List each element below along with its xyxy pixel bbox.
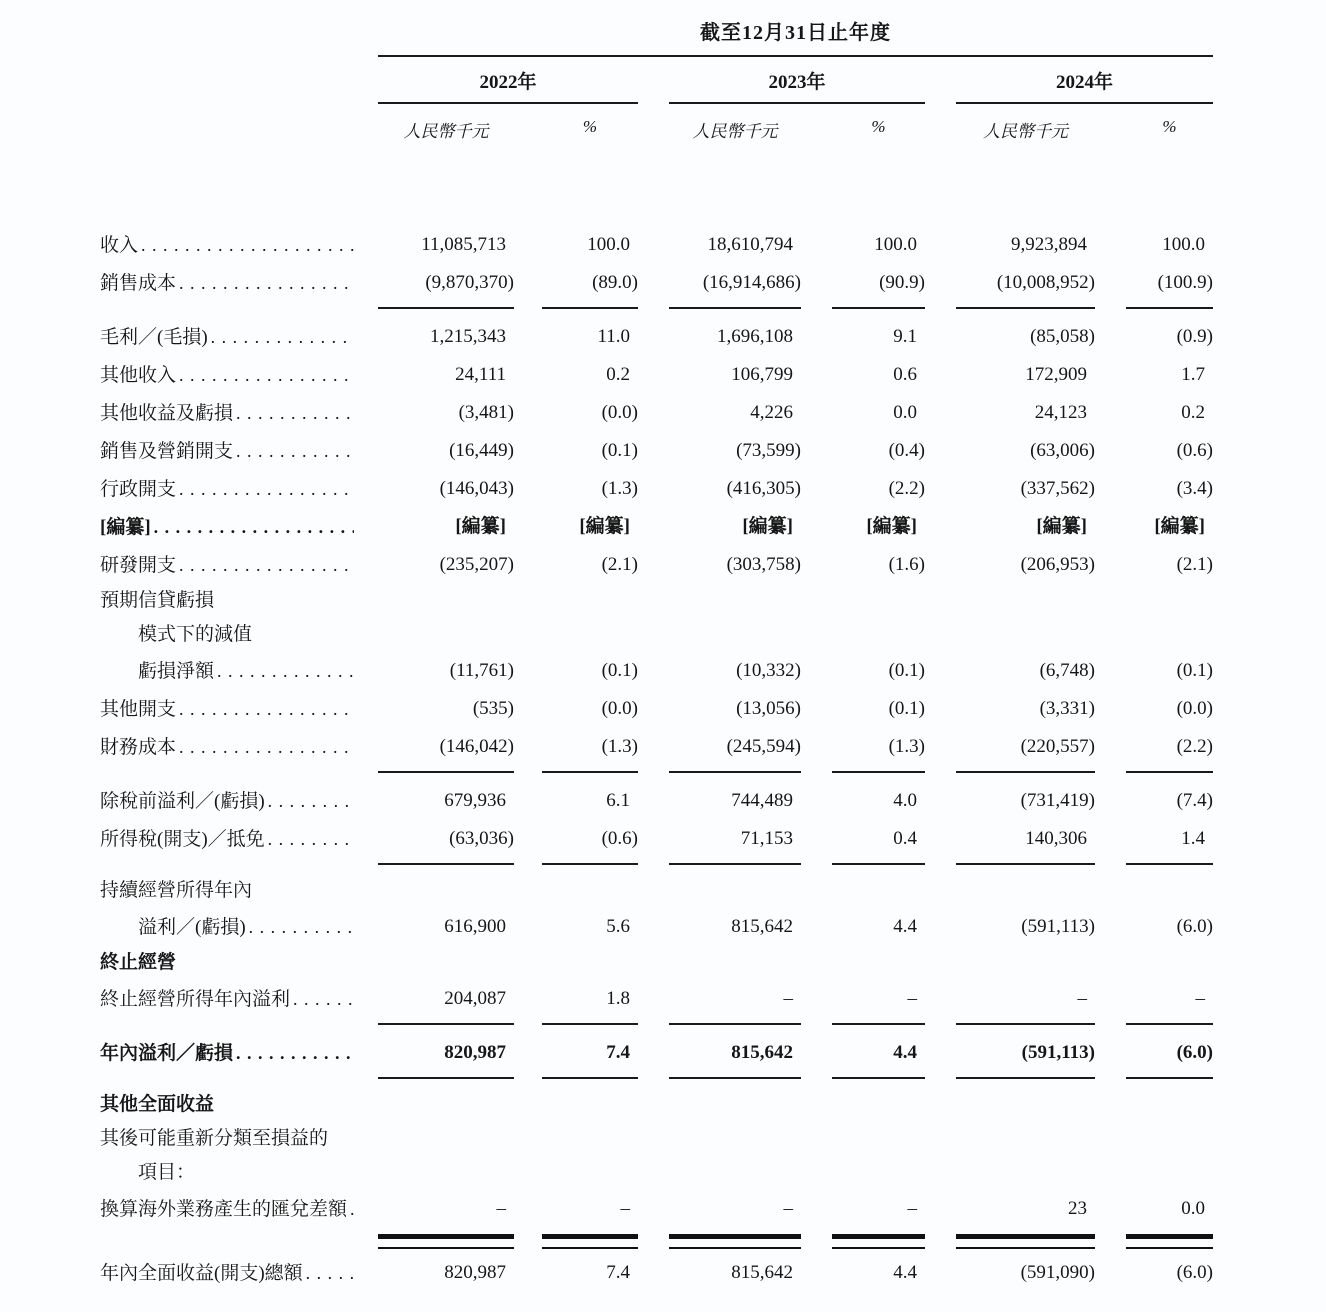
table-row — [100, 820, 1326, 858]
column-rule — [542, 771, 638, 782]
table-row — [100, 394, 1326, 432]
cell-value: (2.1) — [1176, 554, 1213, 575]
cell-value: 11.0 — [597, 326, 630, 347]
cell-value: (63,006) — [1030, 440, 1095, 461]
cell-value: – — [1195, 988, 1205, 1009]
period-header: 截至12月31日止年度 — [378, 16, 1213, 57]
table-row — [100, 1034, 1326, 1072]
column-rule — [956, 1234, 1095, 1254]
table-row — [100, 470, 1326, 508]
table-row — [100, 690, 1326, 728]
cell-value: (1.6) — [888, 554, 925, 575]
row-label — [100, 432, 378, 470]
cell-value: – — [496, 1198, 506, 1219]
cell-value: (90.9) — [879, 272, 925, 293]
cell-value: (16,914,686) — [702, 272, 801, 293]
row-label-text: 收入 — [100, 235, 139, 256]
row-label — [100, 874, 378, 908]
cell-value: 1,215,343 — [430, 326, 506, 347]
column-rule — [669, 863, 801, 874]
table-row — [100, 226, 1326, 264]
row-label-text: 年內溢利／虧損 — [100, 1043, 234, 1064]
dotted-leader — [306, 1254, 354, 1292]
cell-value: (0.0) — [601, 402, 638, 423]
table-row — [100, 432, 1326, 470]
cell-value: (7.4) — [1176, 790, 1213, 811]
cell-value: (0.1) — [888, 660, 925, 681]
cell-value: (245,594) — [726, 736, 801, 757]
cell-value: 0.2 — [1181, 402, 1205, 423]
cell-value: 9.1 — [893, 326, 917, 347]
row-label-text: 財務成本 — [100, 737, 177, 758]
row-label — [100, 618, 378, 652]
dotted-leader — [236, 432, 354, 470]
dotted-leader — [293, 980, 354, 1018]
cell-value: (591,113) — [1021, 1042, 1095, 1063]
cell-value: 9,923,894 — [1011, 234, 1087, 255]
column-rule — [542, 307, 638, 318]
cell-value: 100.0 — [587, 234, 630, 255]
column-rule — [378, 1234, 514, 1254]
unit-header-2022: 人民幣千元 — [403, 122, 489, 141]
column-rule — [378, 863, 514, 874]
row-label — [100, 1034, 378, 1072]
year-2023-header: 2023年 — [669, 67, 925, 104]
row-label-text: 預期信貸虧損 — [100, 590, 215, 611]
row-label — [100, 264, 378, 302]
row-label-text: 除稅前溢利／(虧損) — [100, 791, 265, 812]
cell-value: (0.9) — [1176, 326, 1213, 347]
cell-value: [編纂] — [455, 516, 506, 537]
table-row — [100, 318, 1326, 356]
column-rule — [542, 1023, 638, 1034]
cell-value: – — [783, 988, 793, 1009]
column-rule — [956, 1023, 1095, 1034]
column-rule — [669, 771, 801, 782]
row-label — [100, 394, 378, 432]
cell-value: (63,036) — [449, 828, 514, 849]
row-label — [100, 508, 378, 546]
row-label — [100, 980, 378, 1018]
row-label-text: 溢利／(虧損) — [138, 917, 246, 938]
row-label-text: 其他收入 — [100, 365, 177, 386]
rule-row — [100, 302, 1326, 318]
cell-value: 616,900 — [444, 916, 506, 937]
row-label — [100, 356, 378, 394]
cell-value: 24,123 — [1034, 402, 1087, 423]
period-header-row — [100, 16, 1326, 57]
cell-value: (146,042) — [439, 736, 514, 757]
row-label — [100, 820, 378, 858]
cell-value: 172,909 — [1025, 364, 1087, 385]
cell-value: 5.6 — [606, 916, 630, 937]
table-row — [100, 1122, 1326, 1156]
row-label-text: 換算海外業務產生的匯兌差額 — [100, 1199, 348, 1220]
table-row — [100, 1088, 1326, 1122]
cell-value: [編纂] — [1036, 516, 1087, 537]
column-rule — [832, 1234, 925, 1254]
unit-header-2024: 人民幣千元 — [983, 122, 1068, 141]
year-2024-header: 2024年 — [956, 67, 1213, 104]
cell-value: (416,305) — [726, 478, 801, 499]
cell-value: (11,761) — [449, 660, 514, 681]
cell-value: (731,419) — [1020, 790, 1095, 811]
row-label — [100, 1122, 378, 1156]
cell-value: 6.1 — [606, 790, 630, 811]
column-rule — [542, 863, 638, 874]
rule-row — [100, 858, 1326, 874]
column-rule — [1126, 1234, 1213, 1254]
cell-value: (535) — [472, 698, 514, 719]
row-label — [100, 318, 378, 356]
row-label — [100, 546, 378, 584]
table-row — [100, 508, 1326, 546]
column-rule — [956, 307, 1095, 318]
row-label — [100, 908, 378, 946]
dotted-leader — [141, 226, 354, 264]
column-rule — [669, 1234, 801, 1254]
table-body — [100, 226, 1326, 1292]
cell-value: (85,058) — [1030, 326, 1095, 347]
cell-value: 4.4 — [893, 1262, 917, 1283]
column-rule — [669, 307, 801, 318]
dotted-leader — [179, 264, 354, 302]
cell-value: (100.9) — [1157, 272, 1213, 293]
table-row — [100, 1156, 1326, 1190]
column-rule — [542, 1077, 638, 1088]
cell-value: 679,936 — [444, 790, 506, 811]
cell-value: (0.6) — [601, 828, 638, 849]
rule-row — [100, 766, 1326, 782]
year-2022-header: 2022年 — [378, 67, 638, 104]
row-label — [100, 728, 378, 766]
row-label-text: 項目： — [138, 1162, 196, 1183]
column-rule — [378, 1023, 514, 1034]
column-rule — [542, 1234, 638, 1254]
cell-value: – — [783, 1198, 793, 1219]
cell-value: (6.0) — [1176, 916, 1213, 937]
cell-value: (9,870,370) — [425, 272, 514, 293]
table-row — [100, 728, 1326, 766]
column-rule — [1126, 863, 1213, 874]
cell-value: (6.0) — [1176, 1262, 1213, 1283]
cell-value: (1.3) — [888, 736, 925, 757]
rule-row — [100, 1018, 1326, 1034]
cell-value: – — [1077, 988, 1087, 1009]
column-rule — [1126, 771, 1213, 782]
row-label — [100, 226, 378, 264]
cell-value: (0.1) — [888, 698, 925, 719]
cell-value: (0.1) — [1176, 660, 1213, 681]
cell-value: 4,226 — [750, 402, 793, 423]
cell-value: (3,481) — [458, 402, 514, 423]
table-row — [100, 1190, 1326, 1228]
cell-value: – — [907, 988, 917, 1009]
table-row — [100, 782, 1326, 820]
row-label — [100, 1254, 378, 1292]
dotted-leader — [350, 1190, 354, 1228]
dotted-leader — [268, 820, 354, 858]
dotted-leader — [179, 356, 354, 394]
cell-value: 820,987 — [444, 1262, 506, 1283]
column-rule — [956, 863, 1095, 874]
cell-value: (0.4) — [888, 440, 925, 461]
cell-value: 1.7 — [1181, 364, 1205, 385]
column-rule — [669, 1077, 801, 1088]
dotted-leader — [179, 546, 354, 584]
row-label-text: 其後可能重新分類至損益的 — [100, 1128, 329, 1149]
dotted-leader — [217, 652, 354, 690]
dotted-leader — [211, 318, 354, 356]
year-header-row — [100, 67, 1326, 104]
cell-value: 0.2 — [606, 364, 630, 385]
cell-value: 204,087 — [444, 988, 506, 1009]
cell-value: (235,207) — [439, 554, 514, 575]
row-label-text: 虧損淨額 — [138, 661, 215, 682]
row-label-text: 模式下的減值 — [138, 624, 253, 645]
row-label-text: 行政開支 — [100, 479, 177, 500]
table-row — [100, 356, 1326, 394]
table-row — [100, 546, 1326, 584]
cell-value: 744,489 — [731, 790, 793, 811]
row-label-text: 所得稅(開支)／抵免 — [100, 829, 265, 850]
table-row — [100, 980, 1326, 1018]
column-rule — [832, 863, 925, 874]
table-row — [100, 1254, 1326, 1292]
column-rule — [1126, 1023, 1213, 1034]
row-label — [100, 652, 378, 690]
cell-value: (89.0) — [592, 272, 638, 293]
cell-value: (3.4) — [1176, 478, 1213, 499]
cell-value: (2.2) — [888, 478, 925, 499]
cell-value: 1,696,108 — [717, 326, 793, 347]
table-row — [100, 618, 1326, 652]
cell-value: (6.0) — [1176, 1042, 1213, 1063]
cell-value: 11,085,713 — [421, 234, 506, 255]
row-label — [100, 1156, 378, 1190]
cell-value: 18,610,794 — [707, 234, 793, 255]
column-rule — [378, 771, 514, 782]
row-label — [100, 1190, 378, 1228]
row-label — [100, 584, 378, 618]
percent-header-2022: % — [582, 117, 598, 136]
dotted-leader — [179, 728, 354, 766]
cell-value: 4.0 — [893, 790, 917, 811]
unit-header-2023: 人民幣千元 — [692, 122, 778, 141]
cell-value: (2.2) — [1176, 736, 1213, 757]
cell-value: (220,557) — [1020, 736, 1095, 757]
cell-value: (0.0) — [1176, 698, 1213, 719]
cell-value: 4.4 — [893, 916, 917, 937]
cell-value: (10,332) — [736, 660, 801, 681]
column-rule — [669, 1023, 801, 1034]
cell-value: 100.0 — [874, 234, 917, 255]
row-label-text: 其他開支 — [100, 699, 177, 720]
cell-value: 23 — [1068, 1198, 1087, 1219]
cell-value: 1.4 — [1181, 828, 1205, 849]
column-rule — [832, 771, 925, 782]
cell-value: (206,953) — [1020, 554, 1095, 575]
column-rule — [956, 771, 1095, 782]
row-label-text: 研發開支 — [100, 555, 177, 576]
cell-value: [編纂] — [742, 516, 793, 537]
table-row — [100, 584, 1326, 618]
cell-value: (16,449) — [449, 440, 514, 461]
row-label-text: 其他收益及虧損 — [100, 403, 234, 424]
row-label-text: 年內全面收益(開支)總額 — [100, 1263, 303, 1284]
cell-value: (303,758) — [726, 554, 801, 575]
cell-value: 820,987 — [444, 1042, 506, 1063]
row-label-text: [編纂] — [100, 517, 151, 538]
cell-value: 106,799 — [731, 364, 793, 385]
cell-value: – — [620, 1198, 630, 1219]
row-label-text: 終止經營所得年內溢利 — [100, 989, 291, 1010]
rule-row — [100, 1228, 1326, 1254]
cell-value: (1.3) — [601, 736, 638, 757]
table-row — [100, 652, 1326, 690]
cell-value: 71,153 — [740, 828, 793, 849]
column-rule — [832, 1077, 925, 1088]
cell-value: 100.0 — [1162, 234, 1205, 255]
column-rule — [1126, 307, 1213, 318]
dotted-leader — [154, 508, 354, 546]
cell-value: 0.0 — [893, 402, 917, 423]
cell-value: (6,748) — [1039, 660, 1095, 681]
unit-header-row — [100, 117, 1326, 142]
cell-value: 140,306 — [1025, 828, 1087, 849]
row-label — [100, 782, 378, 820]
percent-header-2023: % — [871, 117, 886, 136]
row-label — [100, 1088, 378, 1122]
cell-value: 0.6 — [893, 364, 917, 385]
dotted-leader — [268, 782, 354, 820]
cell-value: (0.0) — [601, 698, 638, 719]
cell-value: – — [907, 1198, 917, 1219]
column-rule — [378, 1077, 514, 1088]
cell-value: 4.4 — [893, 1042, 917, 1063]
row-label-text: 持續經營所得年內 — [100, 880, 253, 901]
row-label-text: 其他全面收益 — [100, 1094, 215, 1115]
cell-value: [編纂] — [579, 516, 630, 537]
row-label — [100, 690, 378, 728]
cell-value: 1.8 — [606, 988, 630, 1009]
cell-value: (2.1) — [601, 554, 638, 575]
cell-value: 24,111 — [455, 364, 506, 385]
cell-value: [編纂] — [866, 516, 917, 537]
cell-value: (0.1) — [601, 440, 638, 461]
cell-value: (0.6) — [1176, 440, 1213, 461]
column-rule — [378, 307, 514, 318]
row-label-text: 銷售成本 — [100, 273, 177, 294]
column-rule — [1126, 1077, 1213, 1088]
row-label — [100, 470, 378, 508]
cell-value: 0.0 — [1181, 1198, 1205, 1219]
table-row — [100, 946, 1326, 980]
cell-value: (591,113) — [1021, 916, 1095, 937]
cell-value: (3,331) — [1039, 698, 1095, 719]
cell-value: (1.3) — [601, 478, 638, 499]
cell-value: (337,562) — [1020, 478, 1095, 499]
row-label — [100, 946, 378, 980]
column-rule — [832, 307, 925, 318]
cell-value: 0.4 — [893, 828, 917, 849]
cell-value: (10,008,952) — [996, 272, 1095, 293]
percent-header-2024: % — [1162, 117, 1177, 136]
cell-value: (146,043) — [439, 478, 514, 499]
rule-row — [100, 1072, 1326, 1088]
cell-value: 815,642 — [731, 1262, 793, 1283]
cell-value: (591,090) — [1020, 1262, 1095, 1283]
cell-value: (13,056) — [736, 698, 801, 719]
dotted-leader — [179, 470, 354, 508]
table-row — [100, 264, 1326, 302]
dotted-leader — [236, 1034, 354, 1072]
dotted-leader — [179, 690, 354, 728]
cell-value: (0.1) — [601, 660, 638, 681]
cell-value: (73,599) — [736, 440, 801, 461]
cell-value: [編纂] — [1154, 516, 1205, 537]
column-rule — [956, 1077, 1095, 1088]
cell-value: 7.4 — [606, 1262, 630, 1283]
row-label-text: 銷售及營銷開支 — [100, 441, 234, 462]
column-rule — [832, 1023, 925, 1034]
dotted-leader — [249, 908, 354, 946]
row-label-text: 終止經營 — [100, 952, 177, 973]
row-label-text: 毛利／(毛損) — [100, 327, 208, 348]
cell-value: 815,642 — [731, 1042, 793, 1063]
table-row — [100, 874, 1326, 908]
cell-value: 815,642 — [731, 916, 793, 937]
table-row — [100, 908, 1326, 946]
dotted-leader — [236, 394, 354, 432]
cell-value: 7.4 — [606, 1042, 630, 1063]
